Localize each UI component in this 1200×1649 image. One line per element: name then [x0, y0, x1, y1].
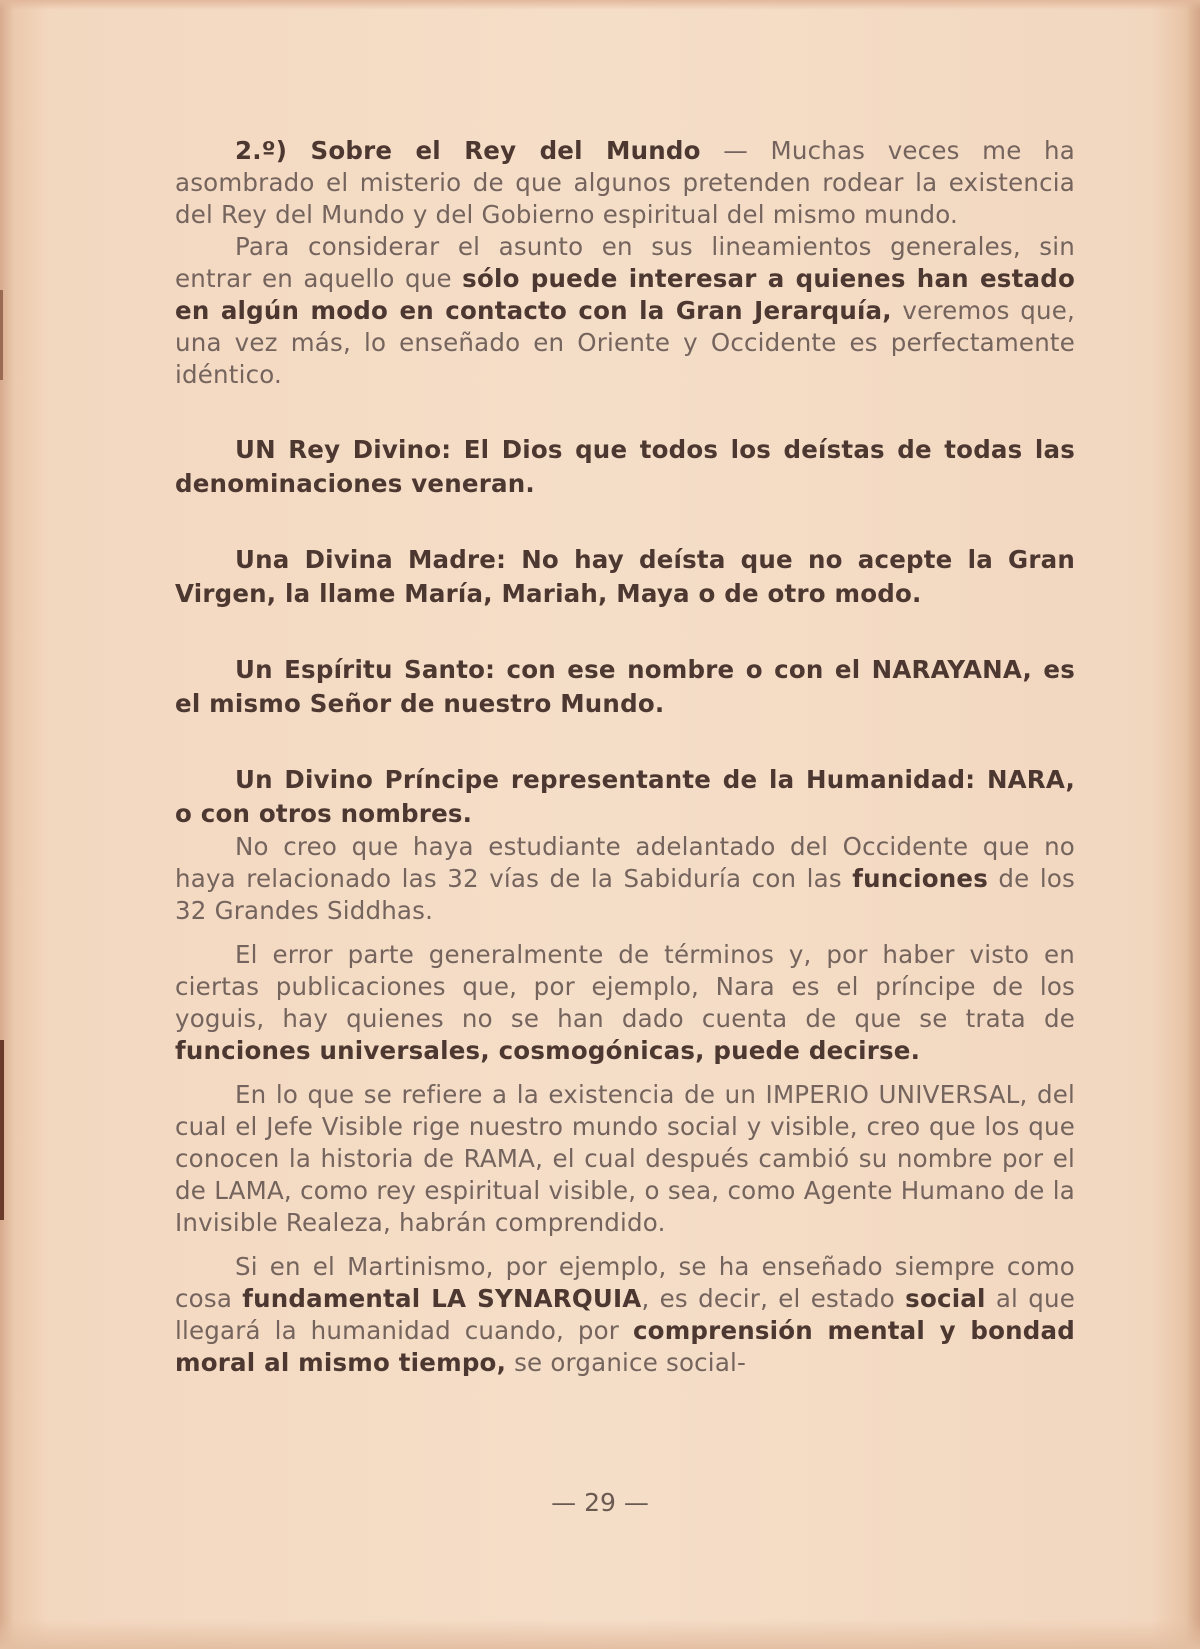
statement-divino-principe: Un Divino Príncipe representante de la Humanidad: NARA, o con otros nombres. [175, 765, 1075, 828]
paragraph-text: El error parte generalmente de términos y, por haber visto en ciertas publicaciones que, por ejemplo, Nara es el príncipe de los yoguis, hay quienes no se han dado cuenta de que se trata de [175, 940, 1075, 1033]
emphasis-text: funciones universales, cosmogónicas, puede decirse. [175, 1036, 921, 1065]
statement-rey-divino: UN Rey Divino: El Dios que todos los deístas de todas las denominaciones veneran. [175, 435, 1075, 498]
paragraph-text: , es decir, el estado [641, 1284, 906, 1313]
emphasis-text: sólo puede interesar a quienes han estado en algún modo en contacto con la Gran Jerarquía, [175, 264, 1075, 325]
page-top-edge [0, 0, 1200, 10]
paragraph-imperio-universal: En lo que se refiere a la existencia de un IMPERIO UNIVERSAL, del cual el Jefe Visible rige nuestro mundo social y visible, creo que los que conocen la historia de RAMA, el cual después cambió su nombre por el de LAMA, como rey espiritual visible, o sea, como Agente Humano de la Invisible Realeza, habrán comprendido. [175, 1080, 1075, 1237]
binding-mark [0, 1040, 4, 1220]
paragraph-error [175, 939, 1075, 1067]
section-heading: 2.º) Sobre el Rey del Mundo [235, 136, 701, 165]
paragraph-text: — Muchas veces me ha asombrado el misterio de que algunos pretenden rodear la existencia del Rey del Mundo y del Gobierno espiritual del mismo mundo. [175, 136, 1075, 229]
paragraph-considerar [175, 231, 1075, 391]
paragraph-text: No creo que haya estudiante adelantado del Occidente que no haya relacionado las 32 vías de la Sabiduría con las [175, 832, 1075, 893]
emphasis-text: fundamental LA SYNARQUIA [242, 1284, 642, 1313]
emphasis-text: social [905, 1284, 986, 1313]
paragraph-rey-del-mundo [175, 135, 1075, 231]
paragraph-text: al que llegará la humanidad cuando, por [175, 1284, 1076, 1345]
page-body [175, 135, 1075, 1379]
page-number: — 29 — [551, 1488, 649, 1517]
paragraph-32-vias [175, 831, 1075, 927]
paragraph-text: Para considerar el asunto en sus lineamientos generales, sin entrar en aquello que [175, 232, 1075, 293]
paragraph-text: veremos que, una vez más, lo enseñado en Oriente y Occidente es perfectamente idéntico. [175, 296, 1075, 389]
paragraph-text: Si en el Martinismo, por ejemplo, se ha enseñado siempre como cosa [175, 1252, 1075, 1313]
binding-shadow [0, 290, 3, 380]
emphasis-text: comprensión mental y bondad moral al mismo tiempo, [175, 1316, 1075, 1377]
paragraph-text: se organice social- [506, 1348, 747, 1377]
emphasis-text: funciones [852, 864, 988, 893]
statement-divina-madre: Una Divina Madre: No hay deísta que no acepte la Gran Virgen, la llame María, Mariah, Maya o de otro modo. [175, 545, 1075, 608]
statement-espiritu-santo: Un Espíritu Santo: con ese nombre o con el NARAYANA, es el mismo Señor de nuestro Mundo. [175, 655, 1075, 718]
paragraph-text: de los 32 Grandes Siddhas. [175, 864, 1075, 925]
page-bottom-edge [0, 1619, 1200, 1649]
paragraph-martinismo [175, 1251, 1075, 1379]
